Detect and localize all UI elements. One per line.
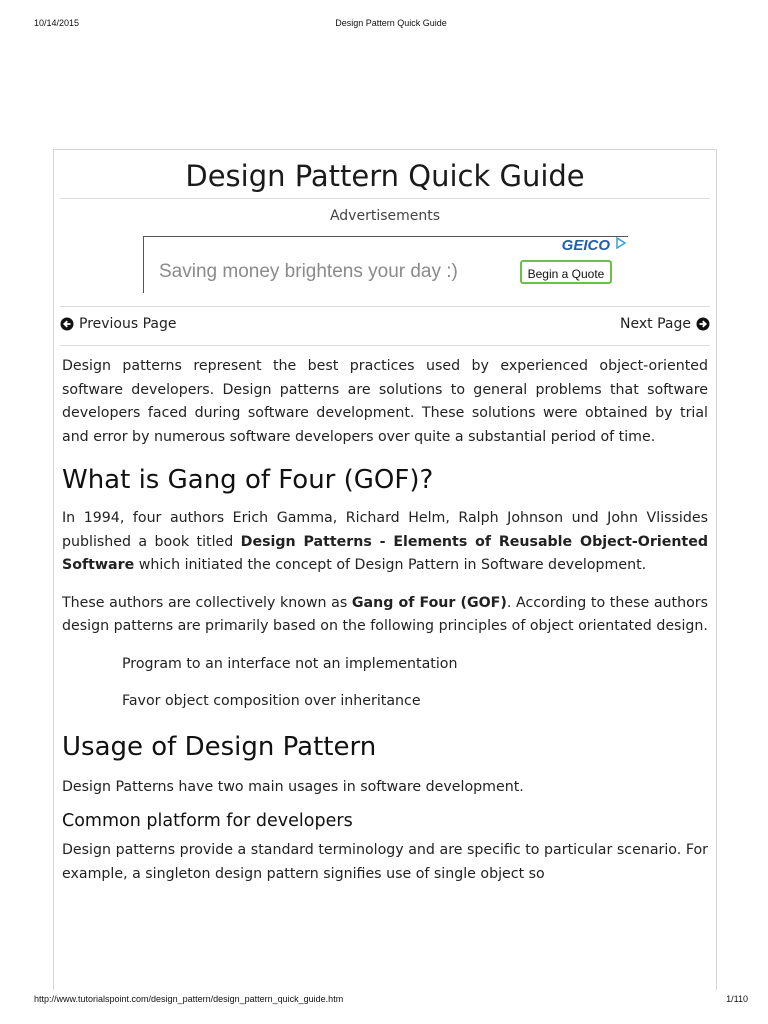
usage-heading: Usage of Design Pattern — [62, 731, 377, 762]
book-title: Design Patterns - Elements of Reusable Object-Oriented Software — [62, 533, 708, 573]
arrow-left-circle-icon — [60, 317, 74, 331]
usage-paragraph: Design Patterns have two main usages in software development. — [62, 778, 524, 795]
gof-p1-text-a: In 1994, four authors Erich Gamma, Richard Helm, Ralph Johnson und John Vlissides published a book titled — [62, 510, 708, 550]
ads-label: Advertisements — [329, 208, 441, 224]
gof-paragraph-1 — [62, 507, 708, 578]
next-page-label: Next Page — [620, 316, 691, 332]
print-header — [34, 18, 748, 30]
gof-term: Gang of Four (GOF) — [351, 594, 507, 611]
principles-list — [62, 653, 708, 714]
common-platform-paragraph: Design patterns provide a standard terminology and are specific to particular scenario. For example, a singleton design pattern signifies use of single object so — [62, 842, 708, 882]
article-content — [62, 355, 708, 886]
gof-heading: What is Gang of Four (GOF)? — [62, 465, 434, 495]
begin-quote-button[interactable]: Begin a Quote — [520, 260, 612, 284]
advertisement-banner[interactable] — [143, 236, 628, 293]
arrow-right-circle-icon — [696, 317, 710, 331]
adchoices-icon[interactable] — [614, 237, 628, 249]
gof-paragraph-2 — [62, 592, 708, 639]
divider — [60, 345, 710, 346]
previous-page-link[interactable] — [60, 316, 177, 332]
ad-text: Saving money brightens your day :) — [159, 261, 458, 282]
print-doc-title: Design Pattern Quick Guide — [335, 18, 447, 28]
next-page-link[interactable] — [620, 316, 710, 332]
previous-page-label: Previous Page — [79, 316, 177, 332]
gof-p2-text-a: These authors are collectively known as — [62, 594, 352, 611]
ad-brand-logo: GEICO — [561, 237, 610, 254]
print-date: 10/14/2015 — [34, 18, 80, 28]
print-page-number: 1/110 — [726, 994, 748, 1004]
list-item: Program to an interface not an implementation — [122, 655, 458, 672]
common-platform-heading: Common platform for developers — [62, 811, 353, 831]
intro-paragraph: Design patterns represent the best practices used by experienced object-oriented software developers. Design patterns are solutions to general problems that software developers faced during software development. These solutions were obtained by trial and error by numerous software developers over quite a substantial period of time. — [62, 358, 708, 445]
gof-p1-text-b: which initiated the concept of Design Pattern in Software development. — [134, 557, 647, 573]
print-url: http://www.tutorialspoint.com/design_pattern/design_pattern_quick_guide.htm — [34, 994, 344, 1004]
print-footer — [34, 994, 748, 1006]
divider — [60, 306, 710, 307]
gof-p2-text-b: . According to these authors design patterns are primarily based on the following principles of object orientated design. — [62, 594, 709, 634]
list-item: Favor object composition over inheritance — [122, 693, 421, 709]
page-container — [53, 149, 717, 990]
page-title: Design Pattern Quick Guide — [60, 154, 710, 199]
